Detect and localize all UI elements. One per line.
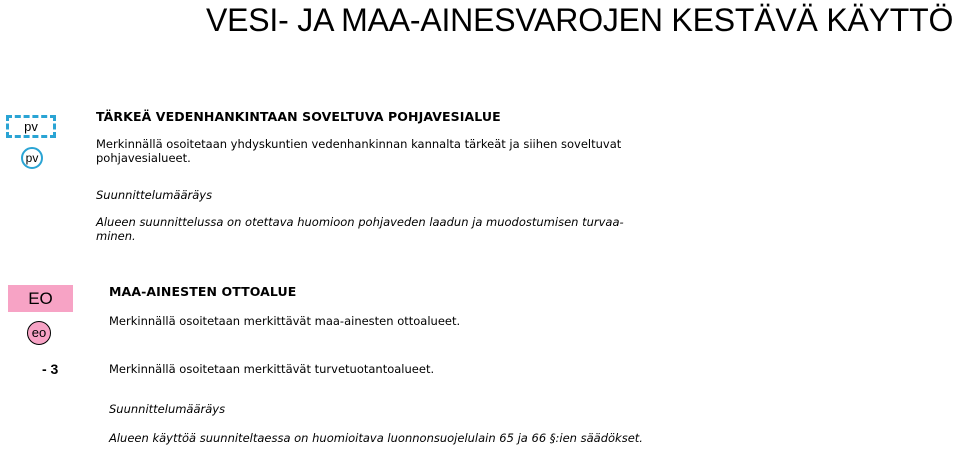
pv-description-line: Merkinnällä osoitetaan yhdyskuntien vedenhankinnan kannalta tärkeät ja siihen soveltuvat (96, 137, 622, 151)
eo-regulation-label: Suunnittelumääräys (109, 402, 226, 416)
page-title: VESI- JA MAA-AINESVAROJEN KESTÄVÄ KÄYTTÖ (206, 2, 954, 38)
pv-area-symbol: pv (6, 115, 56, 138)
eo-description: Merkinnällä osoitetaan merkittävät maa-ainesten ottoalueet. (109, 314, 461, 328)
pv-regulation-line: minen. (96, 229, 136, 243)
pv-heading: TÄRKEÄ VEDENHANKINTAAN SOVELTUVA POHJAVESIALUE (96, 109, 501, 124)
pv-point-symbol: pv (21, 147, 43, 169)
turve-description: Merkinnällä osoitetaan merkittävät turvetuotantoalueet. (109, 362, 435, 376)
turve-symbol: - 3 (42, 361, 59, 377)
pv-regulation-text (96, 215, 656, 243)
pv-regulation-line: Alueen suunnittelussa on otettava huomioon pohjaveden laadun ja muodostumisen turvaa- (96, 215, 624, 229)
pv-description-line: pohjavesialueet. (96, 151, 191, 165)
pv-regulation-label: Suunnittelumääräys (96, 188, 213, 202)
eo-area-symbol: EO (8, 285, 73, 312)
eo-point-symbol: eo (27, 321, 51, 345)
eo-heading: MAA-AINESTEN OTTOALUE (109, 284, 297, 299)
pv-description (96, 137, 656, 165)
eo-regulation-text: Alueen käyttöä suunniteltaessa on huomioitava luonnonsuojelulain 65 ja 66 §:ien säädökset. (109, 431, 643, 445)
